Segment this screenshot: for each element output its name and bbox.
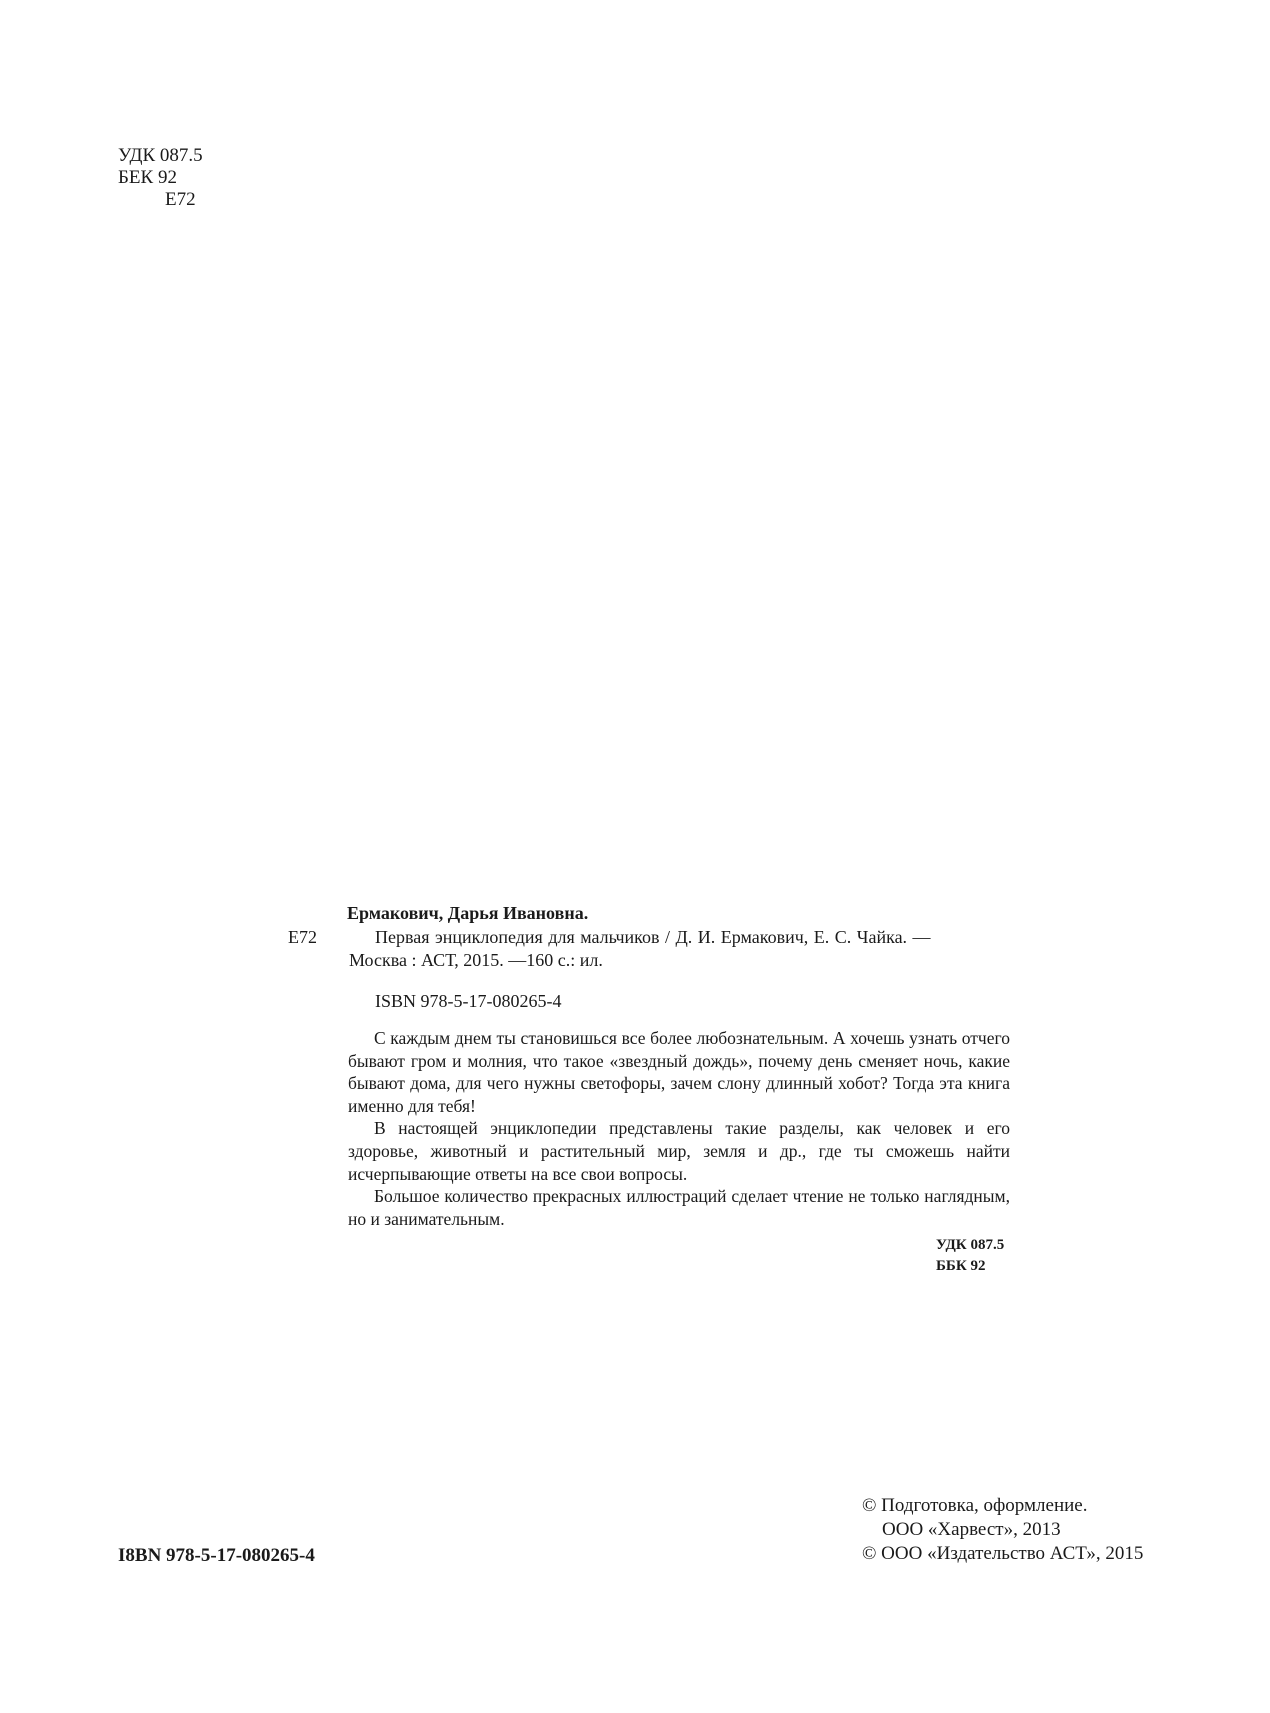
card-author: Ермакович, Дарья Ивановна.	[347, 903, 589, 923]
card-isbn: ISBN 978-5-17-080265-4	[375, 991, 562, 1011]
top-bbk-code: БЕК 92	[118, 167, 177, 188]
annotation-paragraph: В настоящей энциклопедии представлены такие разделы, как человек и его здоровье, животный и растительный мир, земля и др., где ты сможешь найти исчерпывающие ответы на все свои вопросы.	[348, 1118, 1010, 1184]
card-bbk-code: ББК 92	[936, 1258, 986, 1274]
card-annotation	[348, 1027, 1010, 1230]
bottom-isbn: I8BN 978-5-17-080265-4	[118, 1545, 315, 1566]
card-udk-code: УДК 087.5	[936, 1237, 1005, 1253]
card-title-line-1: Первая энциклопедия для мальчиков / Д. И. Ермакович, Е. С. Чайка. —	[375, 927, 931, 947]
copyright-line-3: © ООО «Издательство АСТ», 2015	[862, 1543, 1144, 1564]
annotation-paragraph: Большое количество прекрасных иллюстраций сделает чтение не только наглядным, но и занимательным.	[348, 1186, 1010, 1229]
copyright-line-1: © Подготовка, оформление.	[862, 1495, 1088, 1516]
top-cutter-code: Е72	[165, 189, 196, 210]
card-cutter-code: Е72	[288, 927, 317, 947]
top-udk-code: УДК 087.5	[118, 145, 203, 166]
copyright-line-2: ООО «Харвест», 2013	[882, 1519, 1061, 1540]
annotation-paragraph: С каждым днем ты становишься все более любознательным. А хочешь узнать отчего бывают гром и молния, что такое «звездный дождь», почему день сменяет ночь, какие бывают дома, для чего нужны светофоры, зачем слону длинный хобот? Тогда эта книга именно для тебя!	[348, 1028, 1010, 1116]
card-title-line-2: Москва : АСТ, 2015. —160 с.: ил.	[349, 950, 603, 970]
